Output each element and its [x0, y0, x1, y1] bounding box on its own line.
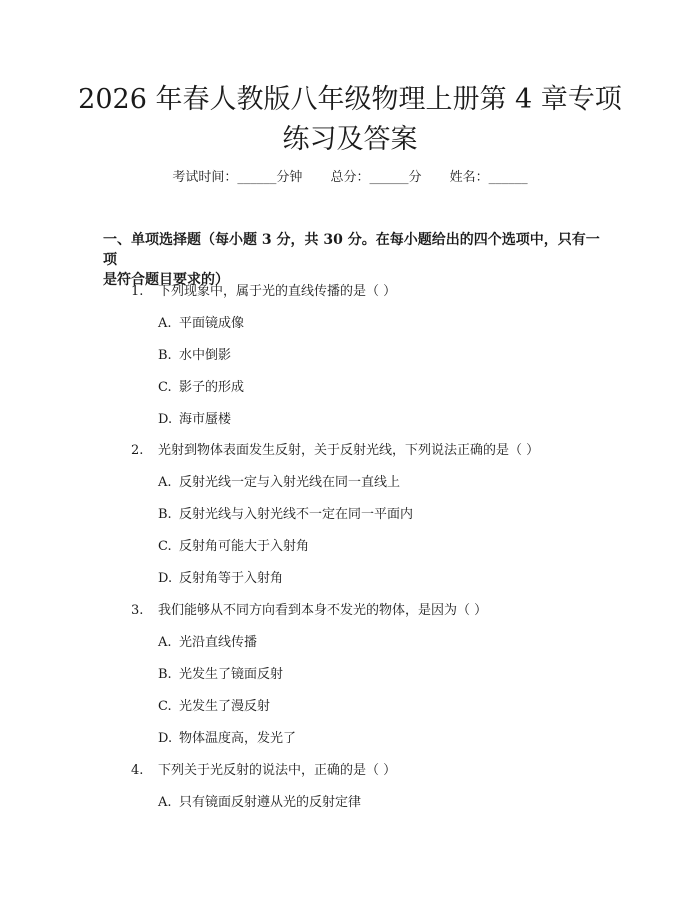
- question-text: 下列关于光反射的说法中，正确的是（ ）: [158, 763, 397, 778]
- question-2-option-b: [158, 505, 413, 525]
- option-text: 物体温度高，发光了: [179, 731, 297, 746]
- question-4-option-a: [158, 793, 361, 813]
- option-text: 影子的形成: [179, 380, 245, 395]
- option-label: B.: [158, 667, 172, 682]
- question-number: 2.: [131, 443, 144, 458]
- option-text: 只有镜面反射遵从光的反射定律: [179, 795, 362, 810]
- total-score-field: 总分：______分: [330, 170, 422, 185]
- question-3-option-a: [158, 633, 257, 653]
- title-line-2: 练习及答案: [282, 124, 418, 155]
- document-title: [60, 80, 640, 160]
- option-text: 光发生了镜面反射: [179, 667, 284, 682]
- option-text: 反射光线与入射光线不一定在同一平面内: [179, 507, 414, 522]
- question-number: 3.: [131, 603, 144, 618]
- option-label: C.: [158, 539, 172, 554]
- question-2-option-d: [158, 569, 283, 589]
- option-text: 光发生了漫反射: [179, 699, 271, 714]
- title-line-1: 2026 年春人教版八年级物理上册第 4 章专项: [78, 84, 622, 115]
- section-heading: [103, 230, 603, 290]
- question-text: 我们能够从不同方向看到本身不发光的物体，是因为（ ）: [158, 603, 488, 618]
- option-text: 光沿直线传播: [179, 635, 258, 650]
- option-label: A.: [158, 795, 172, 810]
- question-1-option-b: [158, 346, 231, 366]
- name-field: 姓名：______: [449, 170, 528, 185]
- option-label: A.: [158, 635, 172, 650]
- option-label: C.: [158, 380, 172, 395]
- option-label: C.: [158, 699, 172, 714]
- question-1-option-d: [158, 410, 231, 430]
- option-label: A.: [158, 475, 172, 490]
- exam-info: [0, 168, 700, 188]
- option-text: 水中倒影: [179, 348, 232, 363]
- option-text: 平面镜成像: [179, 316, 245, 331]
- option-label: D.: [158, 412, 173, 427]
- option-text: 反射角可能大于入射角: [179, 539, 310, 554]
- question-text: 下列现象中，属于光的直线传播的是（ ）: [158, 284, 397, 299]
- question-text: 光射到物体表面发生反射，关于反射光线，下列说法正确的是（ ）: [158, 443, 540, 458]
- option-label: B.: [158, 507, 172, 522]
- question-1-option-a: [158, 314, 244, 334]
- section-heading-line-2: 是符合题目要求的）: [103, 272, 229, 288]
- option-label: D.: [158, 571, 173, 586]
- exam-time-field: 考试时间：______分钟: [172, 170, 303, 185]
- section-heading-line-1: 一、单项选择题（每小题 3 分，共 30 分。在每小题给出的四个选项中，只有一项: [103, 232, 600, 268]
- option-text: 反射角等于入射角: [179, 571, 284, 586]
- option-label: D.: [158, 731, 173, 746]
- option-label: A.: [158, 316, 172, 331]
- option-text: 海市蜃楼: [179, 412, 232, 427]
- question-number: 4.: [131, 763, 144, 778]
- question-3-option-c: [158, 697, 270, 717]
- option-text: 反射光线一定与入射光线在同一直线上: [179, 475, 401, 490]
- question-number: 1.: [131, 284, 144, 299]
- question-3-option-b: [158, 665, 283, 685]
- question-2-option-c: [158, 537, 309, 557]
- question-3-option-d: [158, 729, 296, 749]
- option-label: B.: [158, 348, 172, 363]
- question-1-option-c: [158, 378, 244, 398]
- question-2-option-a: [158, 473, 400, 493]
